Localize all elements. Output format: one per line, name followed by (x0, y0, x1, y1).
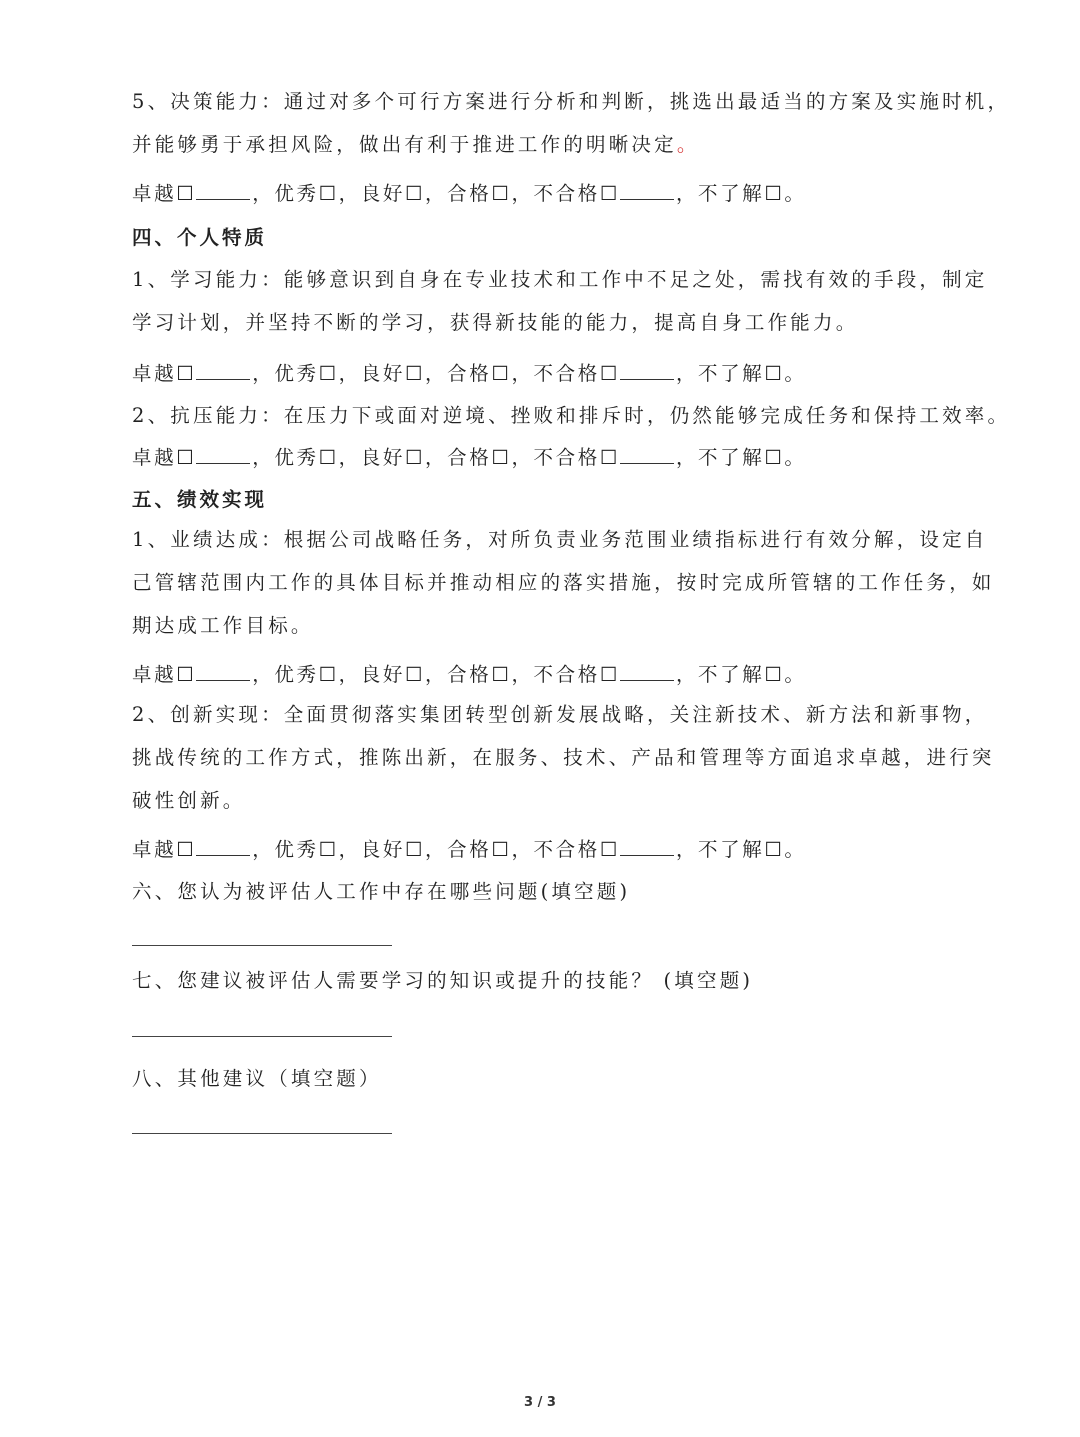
fill-blank[interactable] (620, 666, 674, 681)
paragraph-line (132, 123, 1010, 166)
learning-ability-paragraph (132, 258, 988, 344)
rating-options[interactable]: ，优秀☐，良好☐，合格☐，不合格☐ (252, 838, 620, 861)
red-period: 。 (676, 133, 700, 156)
question-eight: 八、其他建议（填空题） (132, 1067, 382, 1090)
answer-line[interactable] (132, 1133, 392, 1134)
fill-blank[interactable] (196, 666, 250, 681)
decision-ability-paragraph (132, 80, 1010, 166)
rating-row[interactable] (132, 358, 807, 386)
rating-unknown[interactable]: ，不了解☐。 (675, 362, 807, 385)
paragraph-line: 期达成工作目标。 (132, 614, 314, 637)
rating-row[interactable] (132, 834, 807, 862)
rating-options[interactable]: ，优秀☐，良好☐，合格☐，不合格☐ (252, 663, 620, 686)
fill-blank[interactable] (196, 365, 250, 380)
rating-options[interactable]: ，优秀☐，良好☐，合格☐，不合格☐ (252, 362, 620, 385)
rating-excellent[interactable]: 卓越☐ (132, 362, 197, 385)
paragraph-line: 破性创新。 (132, 789, 246, 812)
paragraph-text: 并能够勇于承担风险，做出有利于推进工作的明晰决定 (132, 133, 677, 156)
section-heading: 五、绩效实现 (132, 488, 268, 511)
rating-row[interactable] (132, 442, 807, 470)
rating-options[interactable]: ，优秀☐，良好☐，合格☐，不合格☐ (252, 182, 620, 205)
fill-blank[interactable] (196, 841, 250, 856)
rating-unknown[interactable]: ，不了解☐。 (675, 838, 807, 861)
question-seven: 七、您建议被评估人需要学习的知识或提升的技能？ (填空题) (132, 969, 754, 992)
fill-blank[interactable] (620, 449, 674, 464)
fill-blank[interactable] (196, 449, 250, 464)
paragraph-line: 5、决策能力：通过对多个可行方案进行分析和判断，挑选出最适当的方案及实施时机， (132, 90, 1011, 113)
rating-unknown[interactable]: ，不了解☐。 (675, 182, 807, 205)
innovation-paragraph (132, 693, 995, 822)
rating-row[interactable] (132, 659, 807, 687)
rating-excellent[interactable]: 卓越☐ (132, 446, 197, 469)
paragraph-line: 1、业绩达成：根据公司战略任务，对所负责业务范围业绩指标进行有效分解，设定自 (132, 528, 988, 551)
paragraph-line: 己管辖范围内工作的具体目标并推动相应的落实措施，按时完成所管辖的工作任务，如 (132, 571, 995, 594)
answer-line[interactable] (132, 1036, 392, 1037)
paragraph-line: 挑战传统的工作方式，推陈出新，在服务、技术、产品和管理等方面追求卓越，进行突 (132, 746, 995, 769)
stress-tolerance-paragraph: 2、抗压能力：在压力下或面对逆境、挫败和排斥时，仍然能够完成任务和保持工效率。 (132, 404, 1011, 427)
rating-excellent[interactable]: 卓越☐ (132, 838, 197, 861)
question-six: 六、您认为被评估人工作中存在哪些问题(填空题) (132, 880, 631, 903)
rating-excellent[interactable]: 卓越☐ (132, 182, 197, 205)
section-heading: 四、个人特质 (132, 226, 268, 249)
rating-options[interactable]: ，优秀☐，良好☐，合格☐，不合格☐ (252, 446, 620, 469)
rating-unknown[interactable]: ，不了解☐。 (675, 446, 807, 469)
rating-unknown[interactable]: ，不了解☐。 (675, 663, 807, 686)
performance-paragraph (132, 518, 995, 647)
fill-blank[interactable] (620, 185, 674, 200)
fill-blank[interactable] (620, 841, 674, 856)
page-number: 3 / 3 (524, 1395, 556, 1410)
rating-excellent[interactable]: 卓越☐ (132, 663, 197, 686)
fill-blank[interactable] (196, 185, 250, 200)
paragraph-line: 学习计划，并坚持不断的学习，获得新技能的能力，提高自身工作能力。 (132, 311, 859, 334)
answer-line[interactable] (132, 945, 392, 946)
paragraph-line: 1、学习能力：能够意识到自身在专业技术和工作中不足之处，需找有效的手段，制定 (132, 268, 988, 291)
fill-blank[interactable] (620, 365, 674, 380)
paragraph-line: 2、创新实现：全面贯彻落实集团转型创新发展战略，关注新技术、新方法和新事物， (132, 703, 988, 726)
rating-row[interactable] (132, 178, 807, 206)
